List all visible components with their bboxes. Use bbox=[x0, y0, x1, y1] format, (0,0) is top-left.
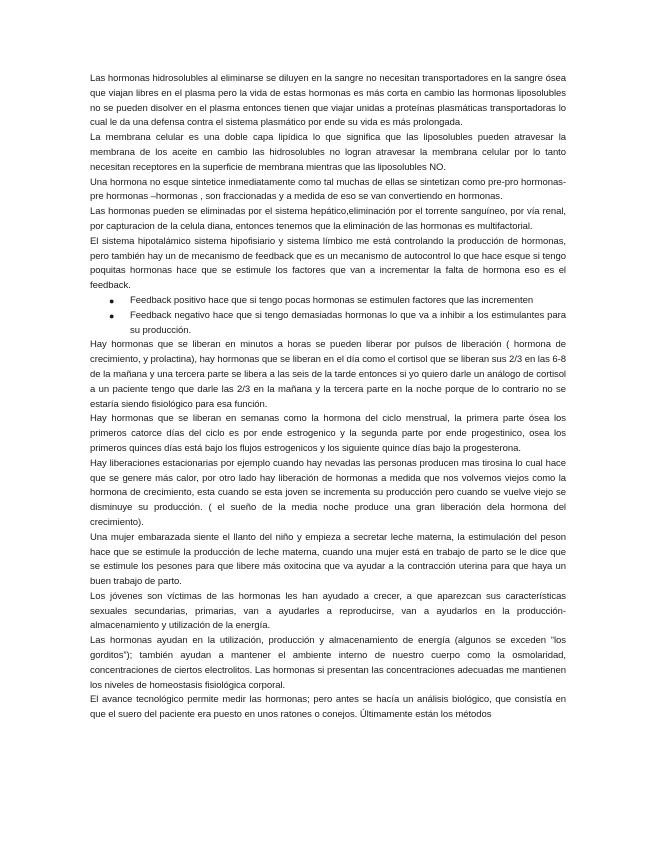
paragraph-eliminacion: Las hormonas pueden se eliminadas por el sistema hepático,eliminación por el torrente sanguíneo, por vía renal, por capturacion de la celula diana, entonces tenemos que la eliminación de las hormonas es multifactorial. bbox=[90, 206, 566, 232]
paragraph-mujer-embarazada: Una mujer embarazada siente el llanto del niño y empieza a secretar leche materna, la estimulación del peson hace que se estimule la producción de leche materna, cuando una mujer está en trabajo de parto se le dice que se estimule los pesones para que libere más oxitocina que va ayudar a la contracción uterina para que haya un buen trabajo de parto. bbox=[90, 531, 566, 588]
bullet-icon: ● bbox=[109, 295, 115, 306]
paragraph-hidrosolubles: Las hormonas hidrosolubles al eliminarse se diluyen en la sangre no necesitan transportadores en la sangre ósea que viajan libres en el plasma pero la vida de estas hormonas es más corta en cambio las hormonas liposolubles no se pueden disolver en el plasma entonces tienen que viajar unidas a proteínas plasmáticas transportadoras lo cual le da una defensa contra el sistema plasmático por ende su vida es más prolongada. bbox=[90, 73, 566, 129]
document-body bbox=[90, 72, 566, 723]
paragraph-energia: Las hormonas ayudan en la utilización, producción y almacenamiento de energía (algunos se exceden “los gorditos”); también ayudan a mantener el ambiente interno de nuestro cuerpo como la osmolaridad, concentraciones de ciertos electrolitos. Las hormonas si presentan las concentraciones adecuadas me mantienen los niveles de homeostasis fisiológica corporal. bbox=[90, 635, 566, 691]
paragraph-avance-tecnologico: El avance tecnológico permite medir las hormonas; pero antes se hacía un análisis biológico, que consistía en que el suero del paciente era puesto en unos ratones o conejos. Últimamente están los métodos bbox=[90, 694, 566, 721]
list-item-text: Feedback negativo hace que si tengo demasiadas hormonas lo que va a inhibir a los estimulantes para su producción. bbox=[130, 309, 566, 336]
paragraph-liberaciones-estacionarias: Hay liberaciones estacionarias por ejemplo cuando hay nevadas las personas producen mas tirosina lo cual hace que se genere más calor, por otro lado hay liberación de hormonas a medida que nos volvemos viejos como la hormona de crecimiento, esta cuando se esta joven se incrementa su producción pero cuando se vuelve viejo se disminuye su producción. ( el sueño de la media noche produce una gran liberación dela hormona del crecimiento). bbox=[90, 457, 566, 528]
feedback-list bbox=[90, 294, 566, 338]
paragraph-liberacion-minutos: Hay hormonas que se liberan en minutos a horas se pueden liberar por pulsos de liberación ( hormona de crecimiento, y prolactina), hay hormonas que se liberan en el día como el cortisol que se liberan sus 2/3 en las 6-8 de la mañana y una tercera parte se libera a las seis de la tarde entonces si yo quiero darle un análogo de cortisol a un paciente tengo que darle las 2/3 en la mañana y la tercera parte en la noche porque de lo contrario no se estaría siendo fisiológico para esa función. bbox=[90, 339, 566, 410]
paragraph-sistema-hipotalamico: El sistema hipotalámico sistema hipofisiario y sistema límbico me está controlando la producción de hormonas, pero también hay un de mecanismo de feedback que es un mecanismo de autocontrol lo que hace esque si tengo poquitas hormonas hace que se estimule los factores que van a incrementar la falta de hormona eso es el feedback. bbox=[90, 235, 566, 292]
bullet-icon: ● bbox=[109, 310, 115, 321]
paragraph-sintesis: Una hormona no esque sintetice inmediatamente como tal muchas de ellas se sintetizan como pre-pro hormonas- pre hormonas –hormonas , son fraccionadas y a medida de eso se van convertiendo en hormonas. bbox=[90, 176, 566, 203]
list-item bbox=[109, 309, 566, 339]
list-item bbox=[109, 294, 566, 309]
paragraph-jovenes: Los jóvenes son víctimas de las hormonas les han ayudado a crecer, a que aparezcan sus características sexuales secundarias, primarias, van a ayudarles a reproducirse, van a ayudarlos en la producción-almacenamiento y utilización de la energía. bbox=[90, 590, 566, 632]
list-item-text: Feedback positivo hace que si tengo pocas hormonas se estimulen factores que las incrementen bbox=[130, 294, 534, 306]
paragraph-liberacion-semanas: Hay hormonas que se liberan en semanas como la hormona del ciclo menstrual, la primera parte ósea los primeros catorce días del ciclo es por ende estrogenico y la segunda parte por ende progestinico, osea los primeros quinces días está bajo los flujos estrogenicos y los siguiente quince días bajo la progesterona. bbox=[90, 413, 566, 454]
paragraph-membrana-celular: La membrana celular es una doble capa lipídica lo que significa que las liposolubles pueden atravesar la membrana de los aceite en cambio las hidrosolubles no logran atravesar la membrana celular por lo tanto necesitan receptores en la superficie de membrana mientras que las liposolubles NO. bbox=[90, 132, 566, 173]
